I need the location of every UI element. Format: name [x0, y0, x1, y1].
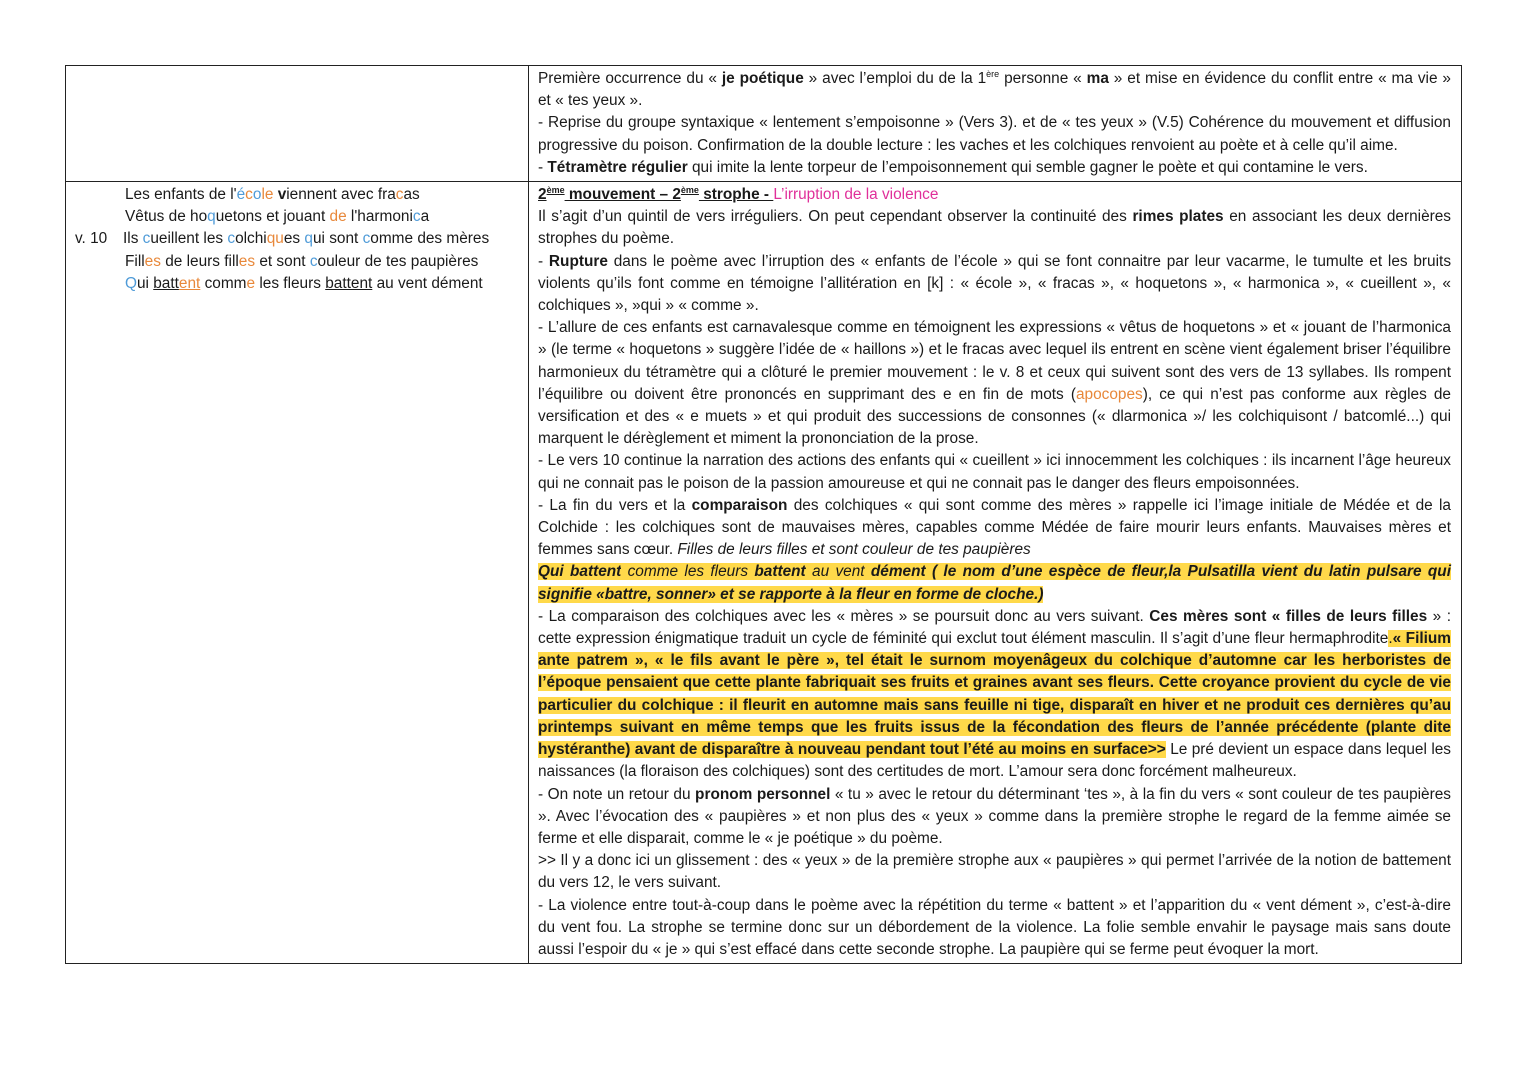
table-row	[66, 182, 1462, 964]
paragraph: >> Il y a donc ici un glissement : des « yeux » de la première strophe aux « paupières » qui permet l’arrivée de la notion de battement du vers 12, le vers suivant.	[538, 852, 1451, 892]
paragraph: - Tétramètre régulier qui imite la lente torpeur de l’empoisonnement qui semble gagner le poète et qui contamine le vers.	[538, 158, 1368, 176]
poem-cell	[66, 182, 529, 964]
paragraph: - Reprise du groupe syntaxique « lentement s’empoisonne » (Vers 3). et de « tes yeux » (V.5) Cohérence du mouvement et diffusion progressive du poison. Confirmation de la double lecture : les vaches et les colchiques renvoient au poète et à celle qu’il aime.	[538, 114, 1451, 154]
paragraph: - L’allure de ces enfants est carnavalesque comme en témoignent les expressions « vêtus de hoquetons » et « jouant de l’harmonica » (le terme « hoquetons » suggère l’idée de « haillons ») et le fracas avec lequel ils entrent en scène vient également briser l’équilibre harmonieux du tétramètre qui a clôturé le premier mouvement : le v. 8 et ceux qui suivent sont des vers de 13 syllabes. Ils rompent l’équilibre ou doivent être prononcés en supprimant des e en fin de mots (apocopes), ce qui n’est pas conforme aux règles de versification et des « e muets » et qui produit des successions de consonnes (« dlarmonica »/ les colchiquisont / batcomlé...) qui marquent le dérèglement et miment la prononciation de la prose.	[538, 319, 1451, 448]
poem-line: v. 10 Ils cueillent les colchiques qui sont comme des mères	[66, 228, 528, 250]
highlighted-quote: Qui battent comme les fleurs battent au vent dément ( le nom d’une espèce de fleur,la Pulsatilla vient du latin pulsare qui signifie «battre, sonner» et se rapporte à la fleur en forme de cloche.)	[538, 563, 1451, 603]
poem-line: Qui battent comme les fleurs battent au vent dément	[125, 274, 483, 292]
commentary-cell-1	[529, 66, 1462, 182]
table-row	[66, 66, 1462, 182]
section-heading: 2ème mouvement – 2ème strophe - L’irruption de la violence	[538, 184, 939, 204]
paragraph: - La fin du vers et la comparaison des colchiques « qui sont comme des mères » rappelle ici l’image initiale de Médée et de la Colchide : les colchiques sont de mauvaises mères, capables comme Médée de faire mourir leurs enfants. Mauvaises mères et femmes sans cœur. Filles de leurs filles et sont couleur de tes paupières	[538, 496, 1451, 559]
commentary-cell-2	[529, 182, 1462, 964]
paragraph: Première occurrence du « je poétique » avec l’emploi du de la 1ère personne « ma » et mise en évidence du conflit entre « ma vie » et « tes yeux ».	[538, 68, 1451, 110]
verse-number: v. 10	[75, 230, 108, 248]
paragraph: - La comparaison des colchiques avec les « mères » se poursuit donc au vers suivant. Ces mères sont « filles de leurs filles » : cette expression énigmatique traduit un cycle de féminité qui exclut tout élément masculin. Il s’agit d’une fleur hermaphrodite.« Filium ante patrem », « le fils avant le père », tel était le surnom moyenâgeux du colchique d’automne car les herboristes de l’époque pensaient que cette plante fabriquait ses fruits et graines avant ses fleurs. Cette croyance provient du cycle de vie particulier du colchique : il fleurit en automne mais sans feuille ni tige, disparaît en hiver et ne produit ces dernières qu’au printemps suivant en même temps que les fruits issus de la fécondation des fleurs de l’année précédente (plante dite hystéranthe) avant de disparaître à nouveau pendant tout l’été au moins en surface>> Le pré devient un espace dans lequel les naissances (la floraison des colchiques) sont des certitudes de mort. L’amour sera donc forcément malheureux.	[538, 607, 1451, 781]
paragraph: Il s’agit d’un quintil de vers irréguliers. On peut cependant observer la continuité des rimes plates en associant les deux dernières strophes du poème.	[538, 208, 1452, 248]
paragraph: - Le vers 10 continue la narration des actions des enfants qui « cueillent » ici innocemment les colchiques : ils incarnent l’âge heureux qui ne connait pas le poison de la passion amoureuse et qui ne connait pas le danger des fleurs empoisonnées.	[538, 452, 1451, 492]
poem-line: Les enfants de l'école viennent avec fracas	[125, 186, 420, 204]
paragraph: - Rupture dans le poème avec l’irruption des « enfants de l’école » qui se font connaitre par leur vacarme, le tumulte et les bruits violents qu’ils font comme en témoigne l’allitération en [k] : « école », « fracas », « hoquetons », « harmonica », « cueillent », « colchiques », »qui » « comme ».	[538, 252, 1452, 315]
poem-stanza	[66, 182, 528, 295]
poem-cell-empty	[66, 66, 529, 182]
analysis-table	[65, 65, 1462, 964]
paragraph: - On note un retour du pronom personnel « tu » avec le retour du déterminant ‘tes », à la fin du vers « sont couleur de tes paupières ». Avec l’évocation des « paupières » et non plus des « yeux » comme dans la première strophe le regard de la femme aimée se ferme et elle disparait, comme le « je poétique » du poème.	[538, 785, 1451, 847]
poem-line: Filles de leurs filles et sont couleur de tes paupières	[125, 252, 479, 270]
poem-line: Vêtus de hoquetons et jouant de l'harmonica	[125, 208, 430, 226]
paragraph: - La violence entre tout-à-coup dans le poème avec la répétition du terme « battent » et l’apparition du « vent dément », c’est-à-dire du vent fou. La strophe se termine donc sur un débordement de la violence. La folie semble envahir le paysage mais sans doute aussi l’espoir du « je » qui s’est effacé dans cette seconde strophe. La paupière qui se ferme peut évoquer la mort.	[538, 896, 1451, 958]
